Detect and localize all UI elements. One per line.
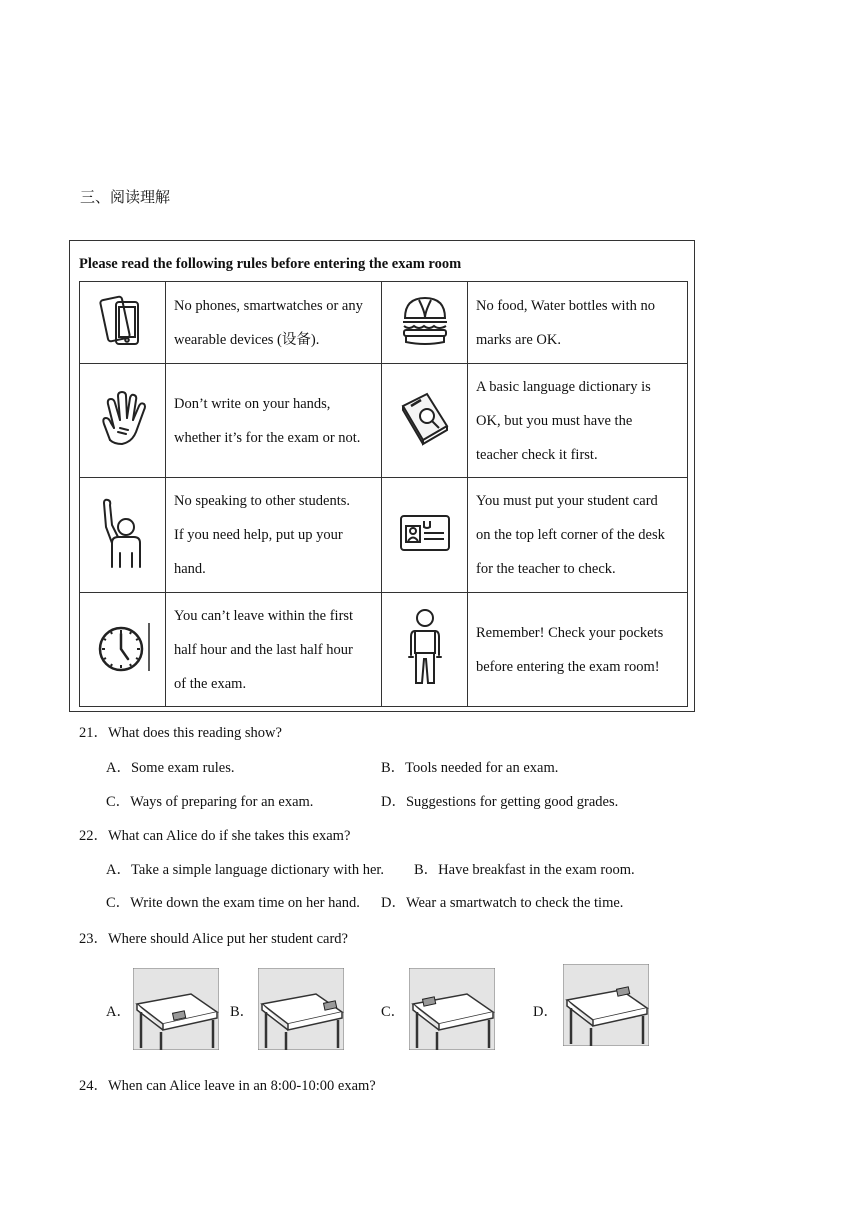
rule-icon-cell <box>80 364 166 478</box>
smartphone-icon <box>98 290 148 350</box>
rule-icon-cell <box>80 282 166 364</box>
question-23-option-d-label: D． <box>533 1004 558 1020</box>
rule-icon-cell <box>382 478 468 593</box>
rules-row <box>80 282 688 364</box>
question-22-option-c: C．Write down the exam time on her hand. <box>106 895 360 911</box>
rules-row <box>80 593 688 707</box>
desk-card-front-left-image <box>133 968 219 1050</box>
rule-icon-cell <box>80 478 166 593</box>
rule-text-line: You must put your student card <box>476 493 658 509</box>
hand-icon <box>96 388 150 448</box>
raised-hand-person-icon <box>98 497 148 569</box>
rule-icon-cell <box>382 364 468 478</box>
rules-title: Please read the following rules before entering the exam room <box>79 256 462 272</box>
rule-text-line: wearable devices (设备). <box>174 331 320 348</box>
question-23-option-c-label: C． <box>381 1004 406 1020</box>
rule-text-line: whether it’s for the exam or not. <box>174 429 361 446</box>
rule-text-line: No speaking to other students. <box>174 493 350 509</box>
dictionary-icon <box>397 390 453 446</box>
rule-text-line: of the exam. <box>174 675 247 692</box>
rule-text-line: marks are OK. <box>476 331 561 348</box>
desk-card-right-image <box>258 968 344 1050</box>
question-23-option-a-label: A． <box>106 1004 131 1020</box>
rule-text-line: before entering the exam room! <box>476 658 660 675</box>
question-22-stem: 22．What can Alice do if she takes this exam? <box>79 828 351 844</box>
rule-text-cell <box>468 282 688 364</box>
question-24-stem: 24．When can Alice leave in an 8:00-10:00 exam? <box>79 1078 376 1094</box>
desk-card-back-left-image <box>409 968 495 1050</box>
rule-text-cell <box>166 364 382 478</box>
rule-text-line: A basic language dictionary is <box>476 378 651 395</box>
rule-text-line: Remember! Check your pockets <box>476 624 664 641</box>
question-23-stem: 23．Where should Alice put her student card? <box>79 931 348 947</box>
question-23-option-b-label: B． <box>230 1004 255 1020</box>
rule-text-line: You can’t leave within the first <box>174 607 354 624</box>
question-21-option-b: B．Tools needed for an exam. <box>381 760 559 776</box>
question-22-option-b: B．Have breakfast in the exam room. <box>414 862 635 878</box>
id-card-icon <box>398 513 452 553</box>
section-heading: 三、阅读理解 <box>80 188 171 206</box>
standing-person-icon <box>405 607 445 687</box>
rule-text-cell <box>468 478 688 593</box>
rule-text-line: No food, Water bottles with no <box>476 297 655 314</box>
rule-text-cell <box>468 593 688 707</box>
rule-text-line: Don’t write on your hands, <box>174 395 331 412</box>
rule-text-line: hand. <box>174 561 206 577</box>
question-21-option-d: D．Suggestions for getting good grades. <box>381 794 619 810</box>
question-21-option-c: C．Ways of preparing for an exam. <box>106 794 314 810</box>
rule-text-line: OK, but you must have the <box>476 412 633 429</box>
rule-text-cell <box>166 593 382 707</box>
rule-text-cell <box>166 282 382 364</box>
rule-icon-cell <box>382 593 468 707</box>
rule-text-line: on the top left corner of the desk <box>476 527 665 543</box>
rule-text-line: teacher check it first. <box>476 446 598 463</box>
rule-text-cell <box>166 478 382 593</box>
clock-icon <box>95 619 151 675</box>
rule-icon-cell <box>382 282 468 364</box>
rules-row <box>80 364 688 478</box>
rule-icon-cell <box>80 593 166 707</box>
question-22-option-d: D．Wear a smartwatch to check the time. <box>381 895 624 911</box>
rule-text-line: half hour and the last half hour <box>174 641 353 658</box>
burger-icon <box>399 292 451 348</box>
rule-text-cell <box>468 364 688 478</box>
desk-card-back-right-image <box>563 964 649 1046</box>
rule-text-line: for the teacher to check. <box>476 561 616 577</box>
rules-row <box>80 478 688 593</box>
rule-text-line: If you need help, put up your <box>174 527 343 543</box>
rules-table <box>79 281 688 707</box>
question-21-stem: 21．What does this reading show? <box>79 725 282 741</box>
rule-text-line: No phones, smartwatches or any <box>174 297 363 314</box>
question-21-option-a: A．Some exam rules. <box>106 760 235 776</box>
question-22-option-a: A．Take a simple language dictionary with her. <box>106 862 385 878</box>
